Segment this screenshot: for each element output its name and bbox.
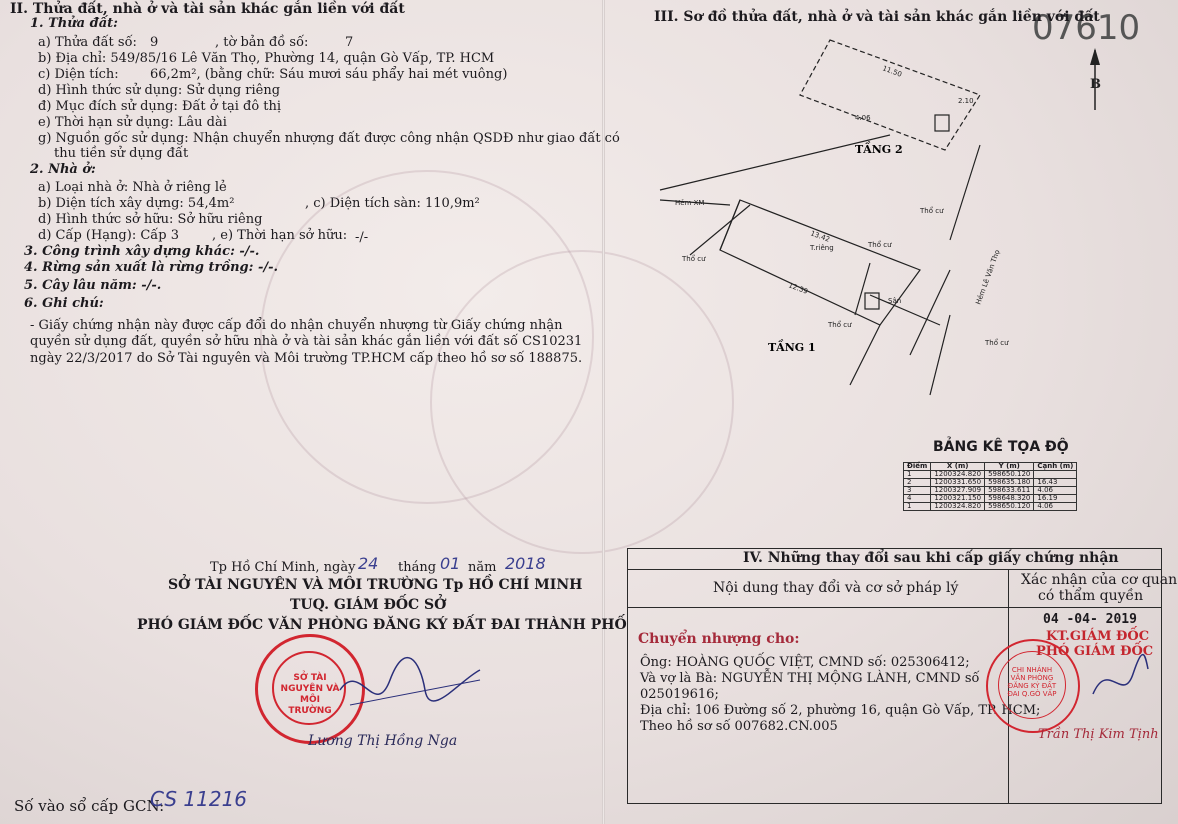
section-title-ii: II. Thửa đất, nhà ở và tài sản khác gắn liền với đất	[10, 1, 405, 17]
north-arrow-icon	[1080, 45, 1110, 115]
notes-heading: 6. Ghi chú:	[24, 296, 104, 311]
coord-cell: 1	[904, 471, 931, 479]
area-value: 66,2m², (bằng chữ: Sáu mươi sáu phẩy hai mét vuông)	[150, 67, 508, 82]
house-heading: 2. Nhà ở:	[30, 162, 96, 177]
changes-box	[627, 548, 1178, 804]
coord-cell: 1200331.650	[931, 479, 985, 487]
plan-label-neighbor-1: Thổ cư	[682, 255, 706, 263]
north-label: B	[1090, 77, 1101, 92]
coord-header: Điểm	[904, 463, 931, 471]
floor1-outline	[720, 200, 920, 325]
land-plot-diagram	[650, 25, 1070, 425]
coord-table-title: BẢNG KÊ TỌA ĐỘ	[933, 439, 1069, 455]
floor-area: , c) Diện tích sàn: 110,9m²	[305, 196, 480, 211]
coord-header: Cạnh (m)	[1034, 463, 1077, 471]
coord-cell: 4	[904, 495, 931, 503]
handwritten-number: 07610	[1032, 8, 1141, 48]
coord-cell: 16.19	[1034, 495, 1077, 503]
buyer-line-3: 025019616;	[640, 687, 719, 702]
confirm-date: 04 -04- 2019	[1043, 612, 1137, 627]
plan-label-yard: Sân	[888, 297, 902, 305]
coord-table	[903, 462, 1077, 511]
perennial: 5. Cây lâu năm: -/-.	[24, 278, 162, 293]
plan-dim-5: 12.39	[787, 281, 809, 296]
coord-row	[904, 503, 1077, 511]
coord-cell: 3	[904, 487, 931, 495]
coord-header: X (m)	[931, 463, 985, 471]
build-area: b) Diện tích xây dựng: 54,4m²	[38, 196, 235, 211]
other-works: 3. Công trình xây dựng khác: -/-.	[24, 244, 260, 259]
address: b) Địa chỉ: 549/85/16 Lê Văn Thọ, Phường 14, quận Gò Vấp, TP. HCM	[38, 51, 495, 66]
register-label: Số vào sổ cấp GCN:	[14, 797, 165, 815]
use-term: e) Thời hạn sử dụng: Lâu dài	[38, 115, 227, 130]
floor1-label: TẦNG 1	[768, 341, 816, 354]
issue-day: 24	[358, 554, 379, 573]
register-value: CS 11216	[150, 787, 248, 811]
plan-label-neighbor-5: Thổ cư	[828, 321, 852, 329]
plan-dim-2: 4.06	[855, 114, 871, 122]
plan-dim-1: 11.50	[881, 64, 903, 79]
authority-line-1: SỞ TÀI NGUYÊN VÀ MÔI TRƯỜNG Tp HỒ CHÍ MINH	[168, 577, 583, 593]
plan-label-neighbor-4: Thổ cư	[868, 241, 892, 249]
signature-right	[1083, 649, 1153, 709]
col-confirm-header-2: có thẩm quyền	[1038, 588, 1144, 604]
coord-header: Y (m)	[985, 463, 1034, 471]
file-number: Theo hồ sơ số 007682.CN.005	[640, 719, 838, 734]
plan-label-alley: Hẻm XM	[675, 199, 705, 207]
forest: 4. Rừng sản xuất là rừng trồng: -/-.	[24, 260, 279, 275]
issue-year: 2018	[505, 554, 546, 573]
ownership-form: d) Hình thức sở hữu: Sở hữu riêng	[38, 212, 263, 227]
signature-left	[330, 650, 490, 730]
map-sheet-number: 7	[345, 35, 354, 50]
coord-cell: 1200324.820	[931, 471, 985, 479]
coord-cell: 2	[904, 479, 931, 487]
coord-cell: 598650.120	[985, 503, 1034, 511]
plan-label-neighbor-3: Thổ cư	[985, 339, 1009, 347]
plan-label-wall: T.riêng	[810, 244, 834, 252]
changes-body-divider	[628, 607, 1161, 608]
coord-cell: 1200321.150	[931, 495, 985, 503]
coord-cell: 598633.611	[985, 487, 1034, 495]
note-line-1: - Giấy chứng nhận này được cấp đổi do nhận chuyển nhượng từ Giấy chứng nhận	[30, 318, 563, 333]
signer-name: Lương Thị Hồng Nga	[308, 733, 458, 749]
coord-cell: 1200327.909	[931, 487, 985, 495]
use-purpose: đ) Mục đích sử dụng: Đất ở tại đô thị	[38, 99, 282, 114]
plan-dim-4: 2.10	[958, 97, 974, 105]
transfer-heading: Chuyển nhượng cho:	[638, 631, 800, 647]
house-type: a) Loại nhà ở: Nhà ở riêng lẻ	[38, 180, 227, 195]
area-label: c) Diện tích:	[38, 67, 119, 82]
authority-line-2: TUQ. GIÁM ĐỐC SỞ	[290, 597, 447, 613]
changes-title: IV. Những thay đổi sau khi cấp giấy chứng nhận	[743, 550, 1119, 566]
ownership-term: , e) Thời hạn sở hữu:	[212, 228, 348, 243]
coord-cell: 16.43	[1034, 479, 1077, 487]
plan-label-street: Hẻm Lê Văn Thọ	[974, 248, 1002, 306]
map-sheet-label: , tờ bản đồ số:	[215, 35, 309, 50]
use-form: d) Hình thức sử dụng: Sử dụng riêng	[38, 83, 281, 98]
note-line-3: ngày 22/3/2017 do Sở Tài nguyên và Môi trường TP.HCM cấp theo hồ sơ số 188875.	[30, 351, 583, 366]
coord-cell: 1	[904, 503, 931, 511]
col-content-header: Nội dung thay đổi và cơ sở pháp lý	[713, 580, 959, 596]
floor2-outline	[800, 40, 980, 150]
land-heading: 1. Thửa đất:	[30, 16, 118, 31]
buyer-line-2: Và vợ là Bà: NGUYỄN THỊ MỘNG LÀNH, CMND số	[640, 671, 980, 686]
confirm-role-2: PHÓ GIÁM ĐỐC	[1036, 644, 1154, 659]
seal-text: SỞ TÀI NGUYÊN VÀ MÔI TRƯỜNG	[280, 673, 340, 716]
buyer-line-1: Ông: HOÀNG QUỐC VIỆT, CMND số: 025306412;	[640, 655, 970, 670]
coord-cell: 4.06	[1034, 503, 1077, 511]
issue-date-prefix: Tp Hồ Chí Minh, ngày	[210, 560, 356, 575]
section-title-iii: III. Sơ đồ thửa đất, nhà ở và tài sản khác gắn liền với đất	[654, 9, 1100, 25]
coord-cell: 1200324.820	[931, 503, 985, 511]
buyer-address: Địa chỉ: 106 Đường số 2, phường 16, quận Gò Vấp, TP. HCM;	[640, 703, 1041, 718]
coord-cell: 598650.120	[985, 471, 1034, 479]
grade: d) Cấp (Hạng): Cấp 3	[38, 228, 179, 243]
origin-line-1: g) Nguồn gốc sử dụng: Nhận chuyển nhượng đất được công nhận QSDĐ như giao đất có	[38, 131, 620, 146]
issue-year-label: năm	[468, 560, 497, 575]
plan-dim-3: 13.42	[809, 229, 831, 244]
issue-month-label: tháng	[398, 560, 437, 575]
ownership-term-value: -/-	[355, 230, 369, 245]
page-fold	[602, 0, 605, 824]
note-line-2: quyền sử dụng đất, quyền sở hữu nhà ở và tài sản khác gắn liền với đất số CS10231	[30, 334, 583, 349]
confirm-role-1: KT.GIÁM ĐỐC	[1046, 629, 1150, 644]
plan-label-neighbor-2: Thổ cư	[920, 207, 944, 215]
parcel-label: a) Thửa đất số:	[38, 35, 137, 50]
seal-text-right: CHI NHÁNH VĂN PHÒNG ĐĂNG KÝ ĐẤT ĐAI Q.GÒ VẤP	[1007, 666, 1057, 698]
floor2-label: TẦNG 2	[855, 143, 903, 156]
origin-line-2: thu tiền sử dụng đất	[54, 146, 189, 161]
confirm-signer: Trần Thị Kim Tịnh	[1038, 727, 1159, 742]
issue-month: 01	[440, 554, 461, 573]
authority-line-3: PHÓ GIÁM ĐỐC VĂN PHÒNG ĐĂNG KÝ ĐẤT ĐAI THÀNH PHỐ	[137, 617, 627, 633]
parcel-number: 9	[150, 35, 159, 50]
coord-cell: 598648.320	[985, 495, 1034, 503]
official-seal-right	[986, 639, 1080, 733]
col-confirm-header-1: Xác nhận của cơ quan	[1021, 572, 1178, 588]
coord-cell: 598635.180	[985, 479, 1034, 487]
changes-header-divider	[628, 569, 1161, 570]
coord-cell: 4.06	[1034, 487, 1077, 495]
